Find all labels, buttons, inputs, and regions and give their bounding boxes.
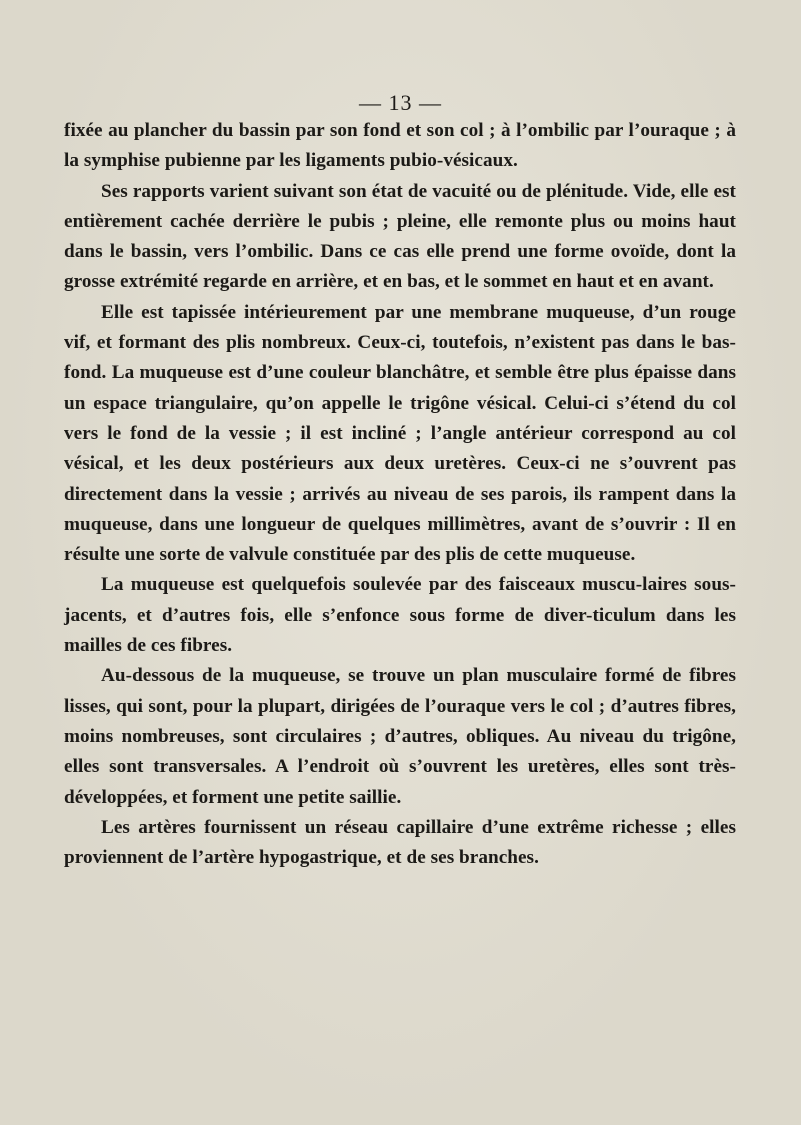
page-number: — 13 — (359, 90, 442, 115)
paragraph: fixée au plancher du bassin par son fond et son col ; à l’ombilic par l’ouraque ; à la symphise pubienne par les ligaments pubio-vésicaux. (64, 120, 736, 172)
paragraph: Au-dessous de la muqueuse, se trouve un plan musculaire formé de fibres lisses, qui sont, pour la plupart, dirigées de l’ouraque vers le col ; d’autres fibres, moins nombreuses, sont circulaires ; d’autres, obliques. Au niveau du trigône, elles sont transversales. A l’endroit où s’ouvrent les uretères, elles sont très-développées, et forment une petite saillie. (64, 665, 736, 808)
body-text (64, 116, 736, 873)
paragraph: La muqueuse est quelquefois soulevée par des faisceaux muscu-laires sous-jacents, et d’autres fois, elle s’enfonce sous forme de diver-ticulum dans les mailles de ces fibres. (64, 574, 736, 657)
paragraph: Elle est tapissée intérieurement par une membrane muqueuse, d’un rouge vif, et formant des plis nombreux. Ceux-ci, toutefois, n’existent pas dans le bas-fond. La muqueuse est d’une couleur blanchâtre, et semble être plus épaisse dans un espace triangulaire, qu’on appelle le trigône vésical. Celui-ci s’étend du col vers le fond de la vessie ; il est incliné ; l’angle antérieur correspond au col vésical, et les deux postérieurs aux deux uretères. Ceux-ci ne s’ouvrent pas directement dans la vessie ; arrivés au niveau de ses parois, ils rampent dans la muqueuse, dans une longueur de quelques millimètres, avant de s’ouvrir : Il en résulte une sorte de valvule constituée par des plis de cette muqueuse. (64, 301, 736, 566)
paragraph: Les artères fournissent un réseau capillaire d’une extrême richesse ; elles proviennent de l’artère hypogastrique, et de ses branches. (64, 816, 736, 869)
paragraph: Ses rapports varient suivant son état de vacuité ou de plénitude. Vide, elle est entièrement cachée derrière le pubis ; pleine, elle remonte plus ou moins haut dans le bassin, vers l’ombilic. Dans ce cas elle prend une forme ovoïde, dont la grosse extrémité regarde en arrière, et en bas, et le sommet en haut et en avant. (64, 180, 736, 293)
